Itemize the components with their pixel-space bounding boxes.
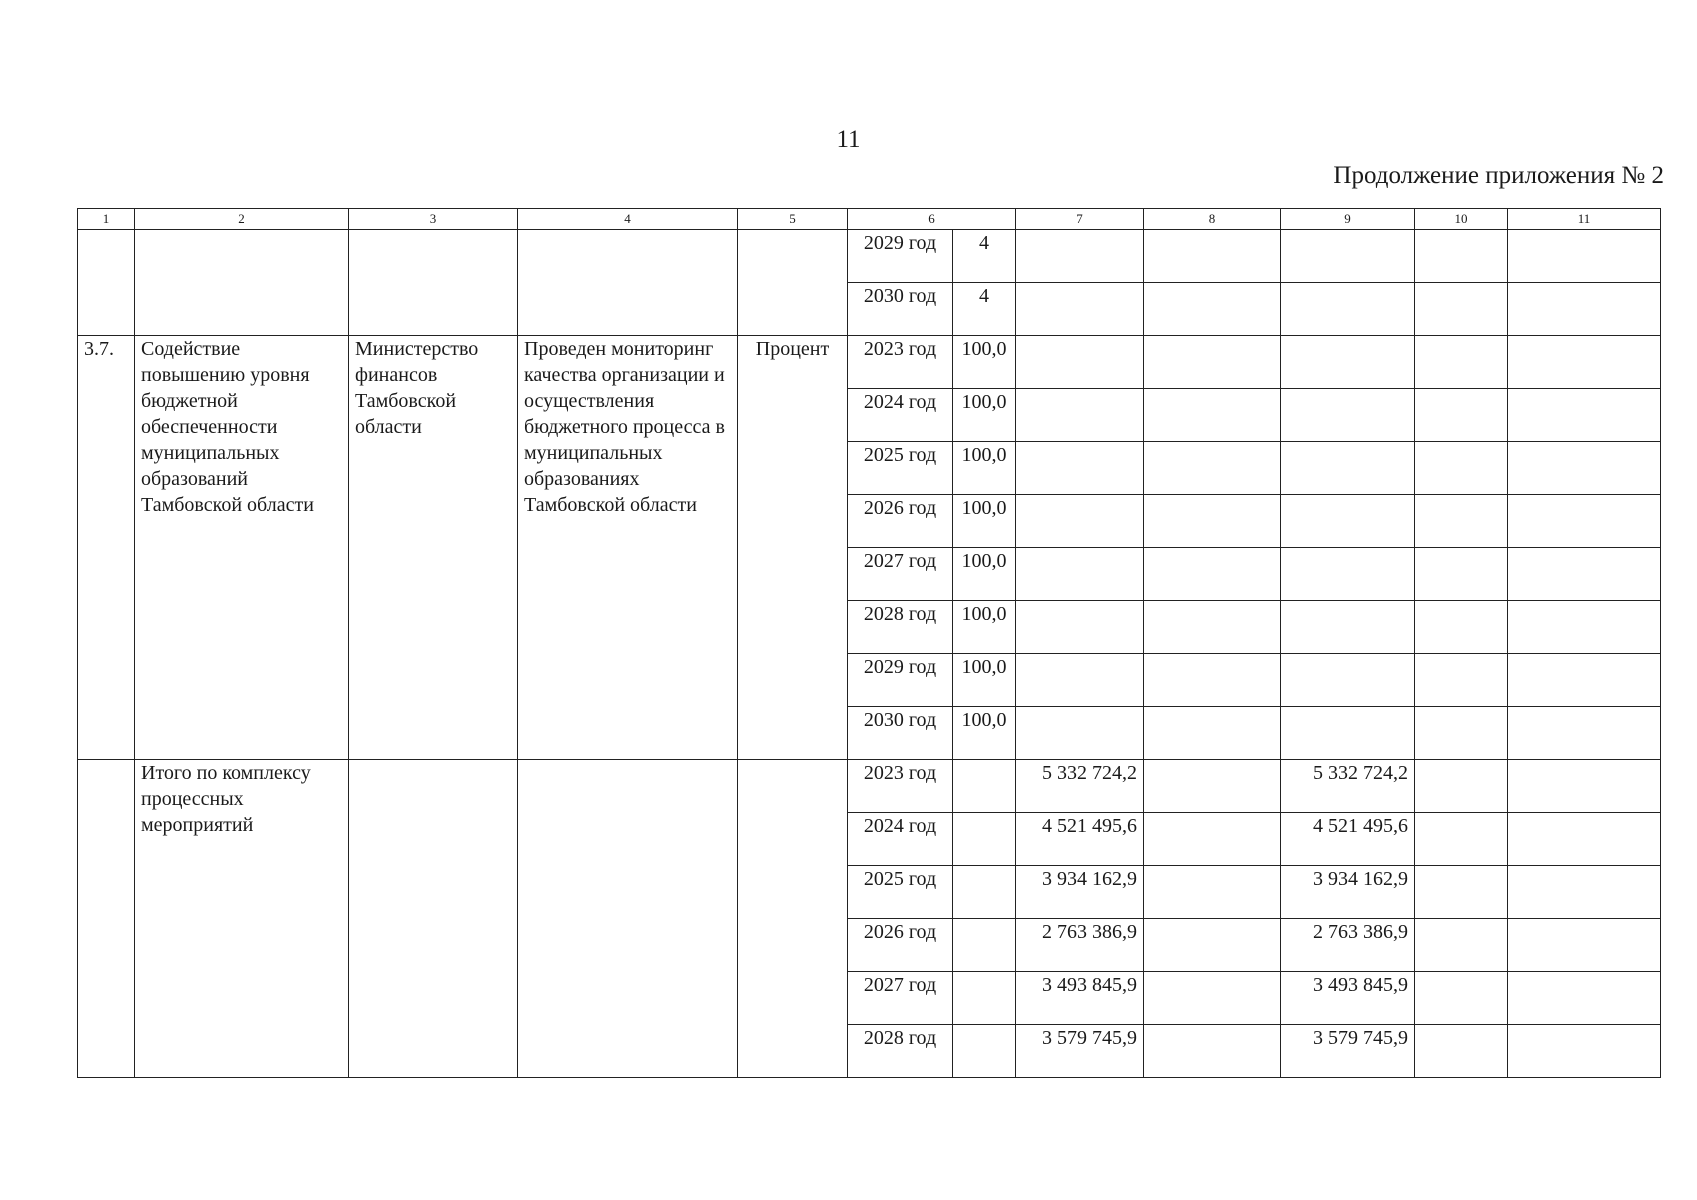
empty-cell (1508, 336, 1661, 389)
empty-cell (1016, 230, 1144, 283)
page-number: 11 (836, 126, 861, 153)
amount-col7: 2 763 386,9 (1016, 919, 1144, 972)
col-header-11: 11 (1508, 209, 1661, 230)
empty-cell (1508, 654, 1661, 707)
empty-cell (1281, 654, 1415, 707)
empty-cell (1144, 654, 1281, 707)
empty-cell (1415, 336, 1508, 389)
amount-col7: 4 521 495,6 (1016, 813, 1144, 866)
empty-cell (1016, 601, 1144, 654)
year-cell: 2028 год (848, 601, 953, 654)
empty-cell (1415, 654, 1508, 707)
value-cell: 4 (953, 283, 1016, 336)
empty-cell (1016, 495, 1144, 548)
empty-cell (1508, 866, 1661, 919)
amount-col7: 3 934 162,9 (1016, 866, 1144, 919)
empty-cell (1016, 548, 1144, 601)
total-responsible-cell (349, 760, 518, 1078)
amount-col8 (1144, 760, 1281, 813)
empty-cell (1415, 548, 1508, 601)
year-cell: 2025 год (848, 442, 953, 495)
empty-cell (1415, 813, 1508, 866)
value-cell (953, 972, 1016, 1025)
value-cell: 100,0 (953, 336, 1016, 389)
value-cell: 100,0 (953, 389, 1016, 442)
empty-cell (1281, 495, 1415, 548)
empty-cell (1016, 389, 1144, 442)
value-cell (953, 760, 1016, 813)
year-cell: 2027 год (848, 972, 953, 1025)
empty-cell (1508, 283, 1661, 336)
amount-col8 (1144, 972, 1281, 1025)
empty-cell (1508, 707, 1661, 760)
value-cell: 100,0 (953, 601, 1016, 654)
total-result-cell (518, 760, 738, 1078)
empty-cell (1415, 389, 1508, 442)
total-num-cell (78, 760, 135, 1078)
empty-cell (1508, 389, 1661, 442)
carryover-row (78, 230, 1661, 283)
empty-cell (1415, 760, 1508, 813)
empty-cell (1508, 548, 1661, 601)
value-cell (953, 813, 1016, 866)
empty-cell (1281, 389, 1415, 442)
empty-cell (1415, 283, 1508, 336)
carryover-unit-cell (738, 230, 848, 336)
empty-cell (1144, 283, 1281, 336)
empty-cell (1508, 230, 1661, 283)
amount-col8 (1144, 1025, 1281, 1078)
amount-col7: 3 579 745,9 (1016, 1025, 1144, 1078)
empty-cell (1281, 442, 1415, 495)
empty-cell (1415, 707, 1508, 760)
value-cell: 100,0 (953, 495, 1016, 548)
empty-cell (1415, 919, 1508, 972)
column-number-row (78, 209, 1661, 230)
continuation-title: Продолжение приложения № 2 (1333, 162, 1664, 189)
empty-cell (1415, 972, 1508, 1025)
amount-col8 (1144, 866, 1281, 919)
empty-cell (1508, 601, 1661, 654)
empty-cell (1016, 442, 1144, 495)
empty-cell (1144, 336, 1281, 389)
empty-cell (1508, 442, 1661, 495)
amount-col9: 2 763 386,9 (1281, 919, 1415, 972)
value-cell: 100,0 (953, 654, 1016, 707)
empty-cell (1281, 336, 1415, 389)
item-responsible: Министерство финансов Тамбовской области (349, 336, 518, 760)
year-cell: 2029 год (848, 654, 953, 707)
col-header-8: 8 (1144, 209, 1281, 230)
year-cell: 2030 год (848, 283, 953, 336)
carryover-name-cell (135, 230, 349, 336)
empty-cell (1281, 548, 1415, 601)
empty-cell (1508, 972, 1661, 1025)
value-cell (953, 1025, 1016, 1078)
year-cell: 2024 год (848, 813, 953, 866)
item-name: Содействие повышению уровня бюджетной обеспеченности муниципальных образований Тамбовской области (135, 336, 349, 760)
empty-cell (1281, 707, 1415, 760)
empty-cell (1016, 654, 1144, 707)
item-number: 3.7. (78, 336, 135, 760)
amount-col8 (1144, 919, 1281, 972)
value-cell: 100,0 (953, 707, 1016, 760)
empty-cell (1508, 1025, 1661, 1078)
empty-cell (1144, 548, 1281, 601)
total-label: Итого по комплексу процессных мероприятий (135, 760, 349, 1078)
empty-cell (1281, 601, 1415, 654)
empty-cell (1016, 283, 1144, 336)
year-cell: 2029 год (848, 230, 953, 283)
empty-cell (1144, 442, 1281, 495)
empty-cell (1016, 336, 1144, 389)
empty-cell (1415, 442, 1508, 495)
year-cell: 2025 год (848, 866, 953, 919)
empty-cell (1508, 760, 1661, 813)
empty-cell (1415, 495, 1508, 548)
empty-cell (1144, 707, 1281, 760)
value-cell: 100,0 (953, 442, 1016, 495)
empty-cell (1508, 813, 1661, 866)
col-header-7: 7 (1016, 209, 1144, 230)
amount-col9: 3 579 745,9 (1281, 1025, 1415, 1078)
carryover-responsible-cell (349, 230, 518, 336)
year-cell: 2030 год (848, 707, 953, 760)
col-header-3: 3 (349, 209, 518, 230)
empty-cell (1016, 707, 1144, 760)
value-cell (953, 919, 1016, 972)
amount-col9: 5 332 724,2 (1281, 760, 1415, 813)
total-row (78, 760, 1661, 813)
empty-cell (1415, 230, 1508, 283)
col-header-10: 10 (1415, 209, 1508, 230)
amount-col7: 3 493 845,9 (1016, 972, 1144, 1025)
col-header-5: 5 (738, 209, 848, 230)
amount-col9: 4 521 495,6 (1281, 813, 1415, 866)
year-cell: 2023 год (848, 760, 953, 813)
year-cell: 2023 год (848, 336, 953, 389)
empty-cell (1144, 230, 1281, 283)
col-header-1: 1 (78, 209, 135, 230)
empty-cell (1415, 866, 1508, 919)
item-3-7-row (78, 336, 1661, 389)
col-header-6: 6 (848, 209, 1016, 230)
col-header-9: 9 (1281, 209, 1415, 230)
empty-cell (1144, 389, 1281, 442)
empty-cell (1281, 283, 1415, 336)
value-cell: 100,0 (953, 548, 1016, 601)
amount-col9: 3 493 845,9 (1281, 972, 1415, 1025)
item-unit: Процент (738, 336, 848, 760)
carryover-result-cell (518, 230, 738, 336)
empty-cell (1508, 495, 1661, 548)
year-cell: 2024 год (848, 389, 953, 442)
amount-col8 (1144, 813, 1281, 866)
empty-cell (1508, 919, 1661, 972)
item-result: Проведен мониторинг качества организации и осуществления бюджетного процесса в муниципальных образованиях Тамбовской области (518, 336, 738, 760)
amount-col9: 3 934 162,9 (1281, 866, 1415, 919)
amount-col7: 5 332 724,2 (1016, 760, 1144, 813)
carryover-num-cell (78, 230, 135, 336)
col-header-2: 2 (135, 209, 349, 230)
empty-cell (1415, 601, 1508, 654)
empty-cell (1144, 495, 1281, 548)
value-cell: 4 (953, 230, 1016, 283)
empty-cell (1415, 1025, 1508, 1078)
year-cell: 2027 год (848, 548, 953, 601)
year-cell: 2026 год (848, 919, 953, 972)
value-cell (953, 866, 1016, 919)
col-header-4: 4 (518, 209, 738, 230)
empty-cell (1144, 601, 1281, 654)
program-table (77, 208, 1661, 1078)
total-unit-cell (738, 760, 848, 1078)
year-cell: 2028 год (848, 1025, 953, 1078)
year-cell: 2026 год (848, 495, 953, 548)
empty-cell (1281, 230, 1415, 283)
